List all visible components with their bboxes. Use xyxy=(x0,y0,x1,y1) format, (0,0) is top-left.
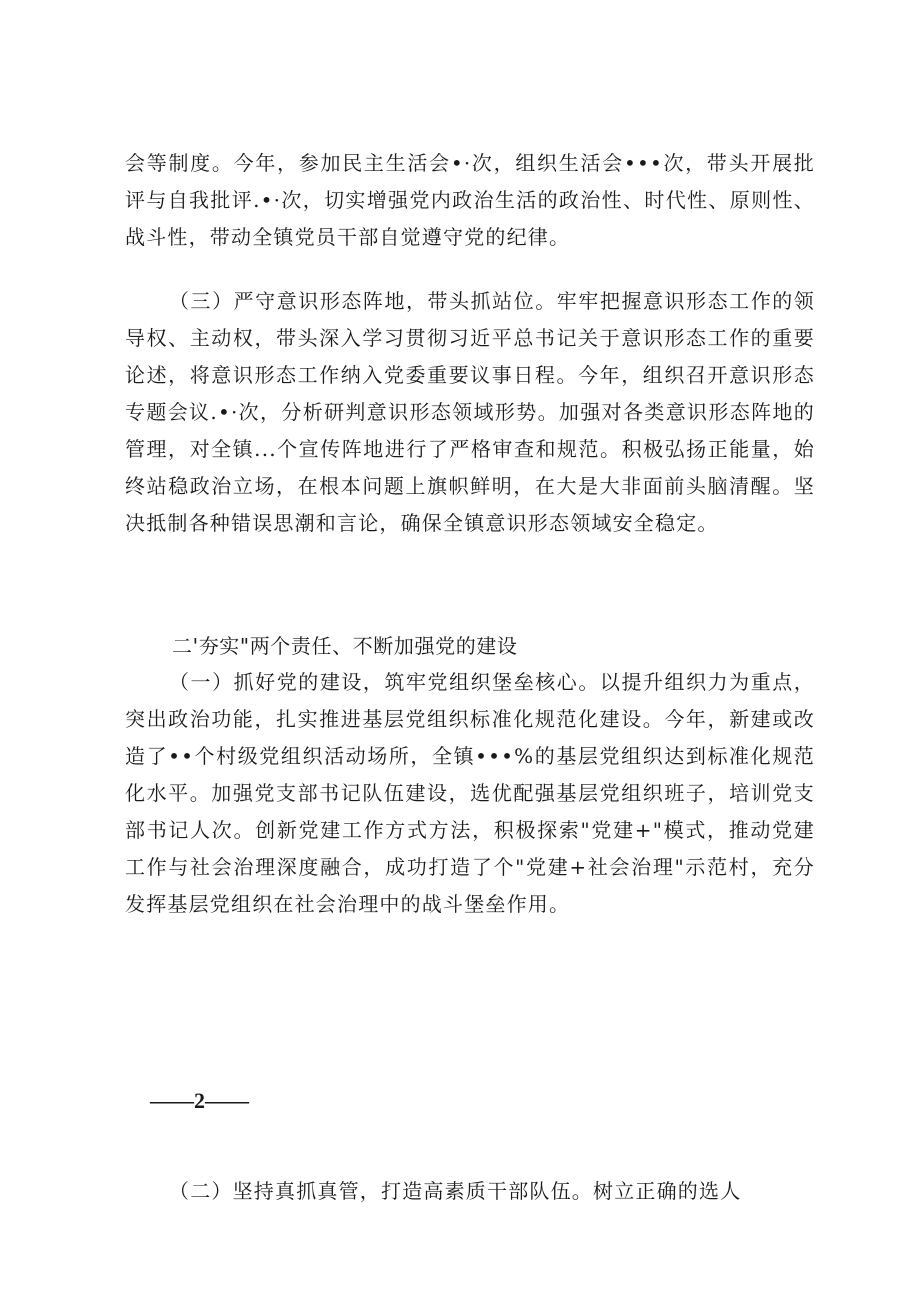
page-number: ——2—— xyxy=(150,1088,249,1113)
paragraph-party-building: （一）抓好党的建设，筑牢党组织堡垒核心。以提升组织力为重点，突出政治功能，扎实推进基层党组织标准化规范化建设。今年，新建或改造了••个村级党组织活动场所，全镇•••%的基层党组织达到标准化规范化水平。加强党支部书记队伍建设，选优配强基层党组织班子，培训党支部书记人次。创新党建工作方式方法，积极探索"党建+"模式，推动党建工作与社会治理深度融合，成功打造了个"党建+社会治理"示范村，充分发挥基层党组织在社会治理中的战斗堡垒作用。 xyxy=(125,670,815,916)
paragraph-continuation: 会等制度。今年，参加民主生活会•·次，组织生活会•••次，带头开展批评与自我批评.•·次，切实增强党内政治生活的政治性、时代性、原则性、战斗性，带动全镇党员干部自觉遵守党的纪律。 xyxy=(125,151,815,249)
paragraph-ideology: （三）严守意识形态阵地，带头抓站位。牢牢把握意识形态工作的领导权、主动权，带头深入学习贯彻习近平总书记关于意识形态工作的重要论述，将意识形态工作纳入党委重要议事日程。今年，组织召开意识形态专题会议.•·次，分析研判意识形态领域形势。加强对各类意识形态阵地的管理，对全镇...个宣传阵地进行了严格审查和规范。积极弘扬正能量，始终站稳政治立场，在根本问题上旗帜鲜明，在大是大非面前头脑清醒。坚决抵制各种错误思潮和言论，确保全镇意识形态领域安全稳定。 xyxy=(125,289,815,535)
paragraph-cadre-team: （二）坚持真抓真管，打造高素质干部队伍。树立正确的选人 xyxy=(169,1179,742,1203)
section-heading-2: 二'夯实"两个责任、不断加强党的建设 xyxy=(172,634,518,658)
